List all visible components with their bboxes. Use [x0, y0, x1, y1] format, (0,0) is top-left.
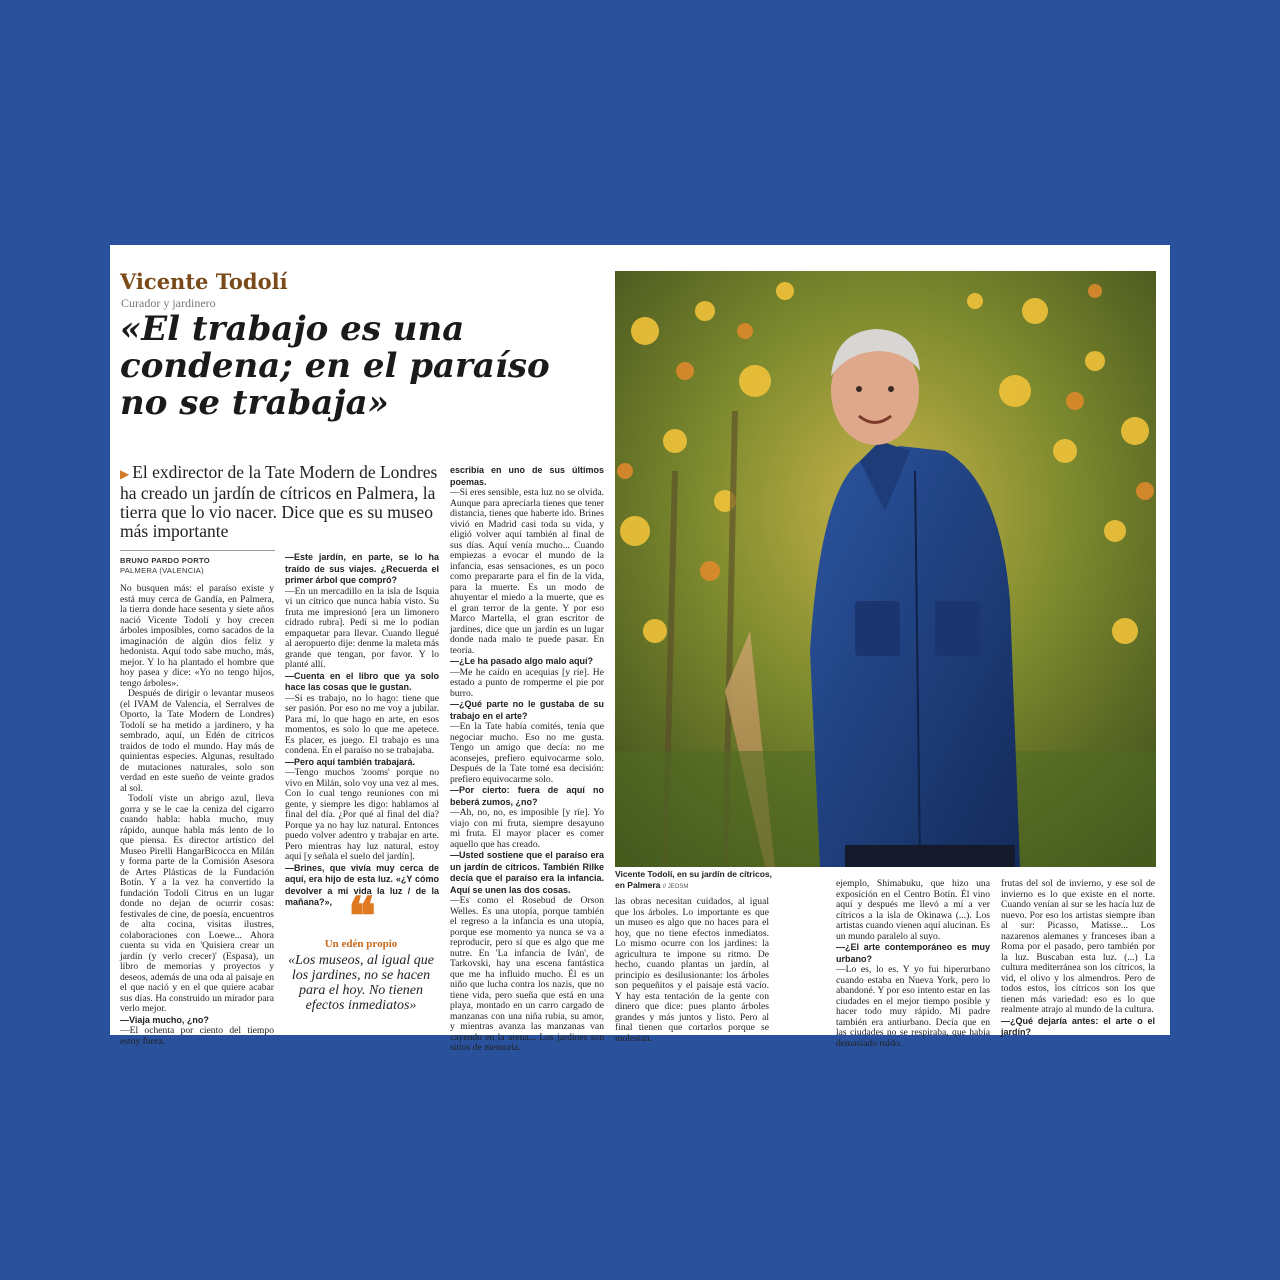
interview-question: —Brines, que vivía muy cerca de aquí, era hijo de esta luz. «¿Y cómo devolver a mi vida la luz / de la mañana?»,	[285, 862, 439, 907]
article-column-3	[450, 465, 604, 1053]
article-column-1	[120, 583, 274, 1047]
photo-credit: // JEOSM	[662, 884, 689, 890]
interview-question: —Este jardín, en parte, se lo ha traído de sus viajes. ¿Recuerda el primer árbol que compró?	[285, 552, 439, 585]
article-paragraph: —Es como el Rosebud de Orson Welles. Es una utopía, porque también el regreso a la infancia es una utopía, porque ese momento ya nunca se va a reproducir, pero sí que es algo que me nutre. En 'La infancia de Iván', de Tarkovski, hay una escena fantástica que me ha influido mucho. Él es un niño que lucha contra los nazis, que no tiene vida, pero sueña que está en una playa, montado en un carro cargado de manzanas con una niña rubia, su amor, y mientras avanza las manzanas van cayendo en la arena... Los jardines son sitios de memoria.	[450, 895, 604, 1053]
article-paragraph: —Si es trabajo, no lo hago: tiene que ser pasión. Por eso no me voy a jubilar. Para mí, lo que hago en arte, en esos momentos, es solo lo que me apetece. Es placer, es juego. El trabajo es una condena. En el paraíso no se trabajaba.	[285, 692, 439, 756]
article-paragraph: frutas del sol de invierno, y ese sol de invierno es lo que existe en el norte. Cuando venían al sur se les hacía luz de nuevo. Por eso los artistas siempre iban al sur: Picasso, Matisse... Los nazarenos alemanes y franceses iban a Roma por el pasado, pero también por la luz. Buscaban esta luz. (...) La cultura mediterránea son los cítricos, la vid, el olivo y los almendros. Pero de todos estos, los cítricos son los que tienen más variedad: eso es lo que realmente atrajo al mundo de la cultura.	[1001, 878, 1155, 1015]
pull-quote-kicker: Un edén propio	[324, 938, 398, 950]
article-paragraph: las obras necesitan cuidados, al igual que los árboles. Lo importante es que un museo es algo que no haces para el hoy, que no tiene efectos inmediatos. Lo mismo ocurre con los jardines: la agricultura te impone su ritmo. De hecho, cuando plantas un jardín, al principio es desilusionante: los árboles son pequeñitos y el paisaje está vacío. Y hay esta tentación de la gente con dinero que dice: pues planto árboles grandes y más juntos y listo. Pero al final tienen que cortarlos porque se molestan.	[615, 896, 769, 1044]
byline-place: PALMERA (VALENCIA)	[120, 566, 204, 575]
pull-quote: «Los museos, al igual que los jardines, no se hacen para el hoy. No tienen efectos inmediatos»	[288, 953, 434, 1013]
interview-question: —Usted sostiene que el paraíso era un jardín de cítricos. También Rilke decía que el paraíso era la infancia. Aquí se unen las dos cosas.	[450, 850, 604, 895]
article-paragraph: —Me he caído en acequias [y ríe]. He estado a punto de romperme el pie por burro.	[450, 666, 604, 699]
article-paragraph: Todolí viste un abrigo azul, lleva gorra y se le cae la ceniza del cigarro cuando habla: habla mucho, muy rápido, aunque habla más lento de lo que piensa. Es director artístico del Museo Pirelli HangarBicocca en Milán y forma parte de la Comisión Asesora de Artes Plásticas de la Fundación Botín. Y a la vez ha convertido la fundación Todolí Citrus en un lugar donde no dejan de ocurrir cosas: festivales de cine, de poesía, encuentros de alta cocina, visitas ilustres, colaboraciones con Loewe... Ahora cuenta su vida en 'Quisiera crear un jardín (y verlo crecer)' (Espasa), un libro de memorias y proyectos y deseos, además de una oda al paisaje en el que nació y en el que quiere acabar sus días. Ha construido un mirador para verlo mejor.	[120, 793, 274, 1014]
newspaper-page	[110, 245, 1170, 1053]
interview-question: —Por cierto: fuera de aquí no beberá zumos, ¿no?	[450, 785, 604, 807]
byline-author: BRUNO PARDO PORTO	[120, 556, 210, 565]
article-paragraph: —Si eres sensible, esta luz no se olvida. Aunque para apreciarla tienes que tener distancia, tienes que haberte ido. Brines vivió en Madrid casi toda su vida, y eligió volver aquí también al final de sus días. Aquí venía mucho... Cuando empiezas a evocar el mundo de la infancia, esas sensaciones, es un poco como prepararte para el fin de la vida, para la muerte. Es un modo de ahuyentar el miedo a la muerte, que es el gran terror de la gente. Y por eso Marco Martella, el gran escritor de jardines, dice que un jardín es un lugar donde nada malo te puede pasar. En teoría.	[450, 487, 604, 656]
lead-paragraph	[120, 463, 440, 541]
article-paragraph: —En un mercadillo en la isla de Isquia vi un cítrico que nunca había visto. Su fruta me impresionó [era un limonero cidrado rubra]. Pedí si me lo podían empaquetar para llevar. Cuando llegué al aeropuerto dije: denme la maleta más grande que tengan, por favor. Y lo planté allí.	[285, 585, 439, 670]
interview-question: —¿El arte contemporáneo es muy urbano?	[836, 942, 990, 964]
article-paragraph: Después de dirigir o levantar museos (el IVAM de Valencia, el Serralves de Oporto, la Tate Modern de Londres) Todolí se ha metido a jardinero, y ha sembrado, aquí, un Edén de cítricos traídos de todo el mundo. Hay más de quinientas especies. Algunas, resultado de mutaciones naturales, solo son verdad en este sueño de veinte grados al sol.	[120, 688, 274, 794]
photo-caption-text: Vicente Todolí, en su jardín de cítricos, en Palmera	[615, 869, 772, 890]
headline: «El trabajo es una condena; en el paraíso no se trabaja»	[120, 309, 550, 423]
interview-question: escribía en uno de sus últimos poemas.	[450, 465, 604, 487]
lead-text: El exdirector de la Tate Modern de Londres ha creado un jardín de cítricos en Palmera, la tierra que lo vio nacer. Dice que es su museo más importante	[120, 462, 438, 541]
article-paragraph: ejemplo, Shimabuku, que hizo una exposición en el Centro Botín. Él vino aquí y después me llevó a mí a ver cítricos a la isla de Okinawa (...). Los artistas cuando vienen aquí alucinan. Es un mundo paralelo al suyo.	[836, 878, 990, 942]
article-column-5	[836, 878, 990, 1049]
article-column-2	[285, 552, 439, 907]
byline	[120, 550, 275, 576]
article-column-6	[1001, 879, 1155, 1035]
article-column-4	[615, 896, 769, 1044]
photo-caption	[615, 869, 775, 893]
interview-question: —Pero aquí también trabajará.	[285, 756, 416, 767]
article-paragraph: No busquen más: el paraíso existe y está muy cerca de Gandía, en Palmera, la tierra donde hace sesenta y siete años nació Vicente Todolí y hoy crecen árboles imposibles, como sacados de la imaginación de algún dios feliz y hedonista. Aquí todo sabe mucho, más, mejor. Y lo ha plantado el hombre que hoy pasea y dice: «Yo no tengo hijos, tengo árboles».	[120, 583, 274, 689]
article-paragraph: —El ochenta por ciento del tiempo estoy fuera.	[120, 1025, 274, 1047]
interview-question: —¿Qué parte no le gustaba de su trabajo en el arte?	[450, 699, 604, 721]
interview-question: —¿Qué dejaría antes: el arte o el jardín?	[1001, 1015, 1155, 1037]
article-paragraph: —Tengo muchos 'zooms' porque no vivo en Milán, solo voy una vez al mes. Con lo cual tengo reuniones con mi gente, y siempre les digo: hablamos al final del día. ¿Por qué al final del día? Porque ya no hay luz natural. Entonces puedo volver adentro y trabajar en arte. Pero mientras hay luz natural, estoy aquí [y señala el suelo del jardín].	[285, 767, 439, 862]
portrait-photo	[615, 271, 1156, 867]
article-paragraph: —En la Tate había comités, tenía que negociar mucho. Eso no me gusta. Tengo un amigo que decía: no me aconsejes, prefiero equivocarme solo. Después de la Tate tomé esa decisión: prefiero equivocarme solo.	[450, 721, 604, 785]
interviewee-role: Curador y jardinero	[121, 296, 216, 310]
interview-question: —Viaja mucho, ¿no?	[120, 1014, 209, 1025]
portrait-illustration	[615, 271, 1156, 867]
quote-mark-icon: ❝	[348, 886, 376, 947]
interviewee-name: Vicente Todolí	[120, 269, 288, 294]
interview-question: —¿Le ha pasado algo malo aquí?	[450, 656, 594, 666]
triangle-bullet-icon: ▶	[120, 467, 130, 481]
interview-question: —Cuenta en el libro que ya solo hace las cosas que le gustan.	[285, 670, 439, 692]
article-paragraph: —Lo es, lo es. Y yo fui hiperurbano cuando estaba en Nueva York, pero lo abandoné. Y por eso intento estar en las ciudades en el mejor tiempo posible y hacer todo muy rápido. Mi padre también era antiurbano. Decía que en las ciudades no se respiraba, que había demasiado ruido.	[836, 964, 990, 1049]
article-paragraph: —Ah, no, no, es imposible [y ríe]. Yo viajo con mi fruta, siempre desayuno mi fruta. El mayor placer es comer aquello que has creado.	[450, 807, 604, 850]
